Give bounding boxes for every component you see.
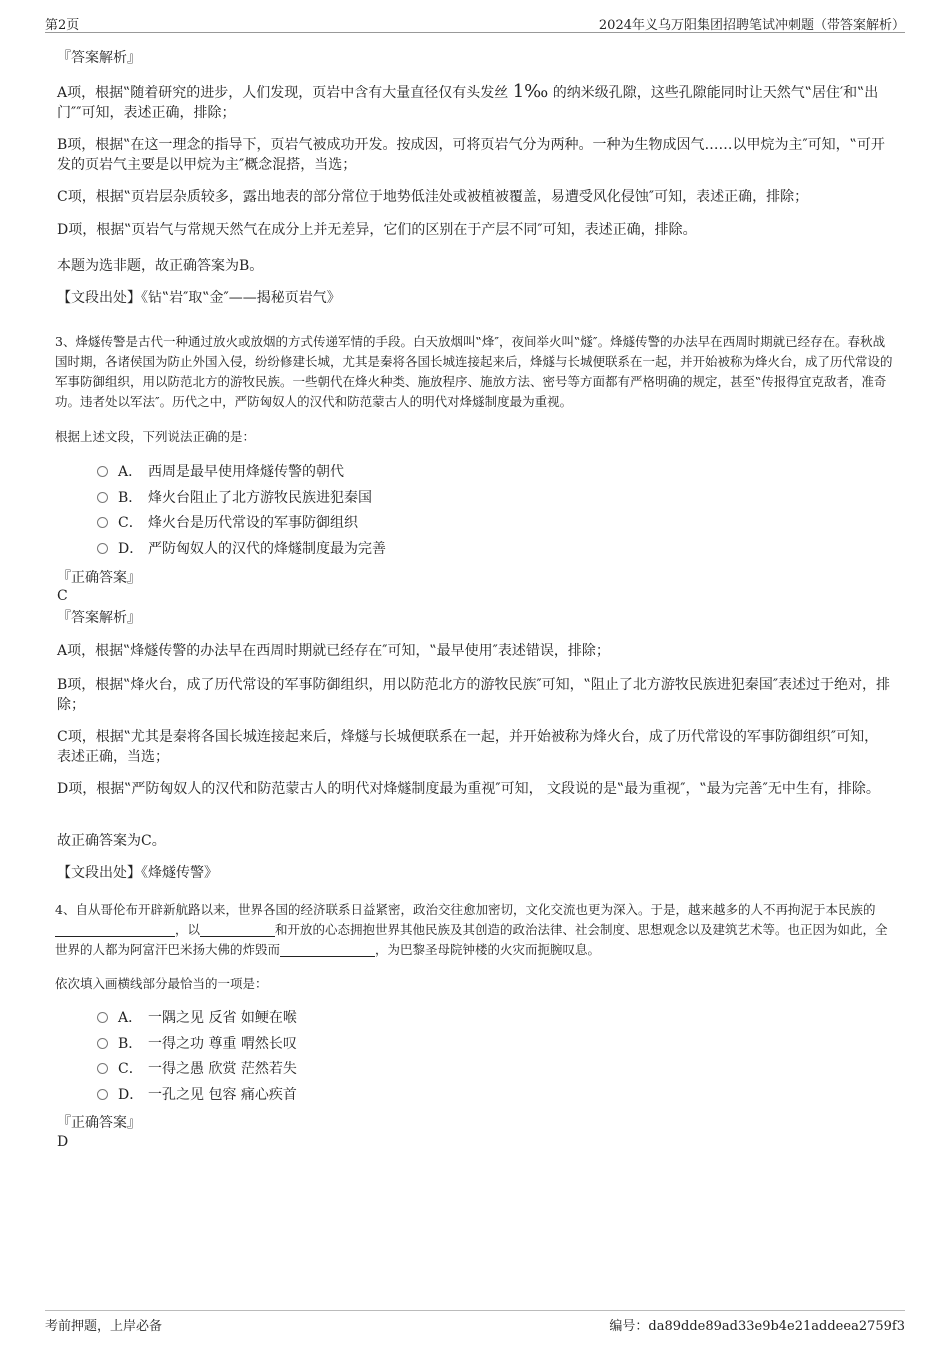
radio-button-icon[interactable] [97, 1089, 108, 1100]
radio-button-icon[interactable] [97, 1012, 108, 1023]
q2-analysis-label: 『答案解析』 [57, 50, 141, 66]
per-mille-symbol: 1‰ [512, 81, 549, 102]
q3-question: 根据上述文段，下列说法正确的是： [55, 429, 256, 444]
q3-analysis-a: A项，根据‟烽燧传警的办法早在西周时期就已经存在″可知，‟最早使用″表述错误，排除； [57, 643, 610, 659]
page-header [45, 12, 905, 33]
document-title: 2024年义乌万阳集团招聘笔试冲刺题（带答案解析） [598, 18, 905, 33]
q3-analysis-c: C项，根据‟尤其是秦将各国长城连接起来后，烽燧与长城便联系在一起，并开始被称为烽火台，成了历代常设的军事防御组织″可知，表述正确，当选； [57, 729, 879, 765]
q4-question: 依次填入画横线部分最恰当的一项是： [55, 976, 268, 991]
q3-passage: 3、烽燧传警是古代一种通过放火或放烟的方式传递军情的手段。白天放烟叫‟烽″，夜间举火叫‟燧″。烽燧传警的办法早在西周时期就已经存在。春秋战国时期，各诸侯国为防止外国入侵，纷纷修建长城，尤其是秦将各国长城连接起来后，烽燧与长城便联系在一起，并开始被称为烽火台，成了历代常设的军事防御组织，用以防范北方的游牧民族。一些朝代在烽火种类、施放程序、施放方法、密号等方面都有严格明确的规定，甚至‟传报得宜克敌者，准奇功。违者处以军法″。历代之中，严防匈奴人的汉代和防范蒙古人的明代对烽燧制度最为重视。 [55, 334, 893, 409]
radio-button-icon[interactable] [97, 1063, 108, 1074]
q3-option-c[interactable]: C． 烽火台是历代常设的军事防御组织 [97, 513, 358, 533]
radio-button-icon[interactable] [97, 466, 108, 477]
q4-passage: 4、自从哥伦布开辟新航路以来，世界各国的经济联系日益紧密，政治交往愈加密切，文化交流也更为深入。于是，越来越多的人不再拘泥于本民族的，以 和开放的心态拥抱世界其他民族及其创造的政治法律、社会制度、思想观念以及建筑艺术等。也正因为如此，全世界的人都为阿富汗巴米扬大佛的炸毁而 ，为巴黎圣母院钟楼的火灾而扼腕叹息。 [55, 902, 888, 957]
q4-option-c[interactable]: C． 一得之愚 欣赏 茫然若失 [97, 1059, 297, 1079]
fill-blank [200, 922, 275, 937]
page-footer [45, 1310, 905, 1333]
fill-blank [280, 942, 375, 957]
q2-source: 【文段出处】《钻‟岩″取‟金″——揭秘页岩气》 [57, 290, 341, 306]
q2-analysis-a: A项，根据‟随着研究的进步，人们发现，页岩中含有大量直径仅有头发丝 1‰ 的纳米级孔隙，这些孔隙能同时让天然气‟居住′和‟出门″″可知，表述正确，排除； [57, 81, 879, 121]
q2-analysis-c: C项，根据‟页岩层杂质较多，露出地表的部分常位于地势低洼处或被植被覆盖，易遭受风化侵蚀″可知，表述正确，排除； [57, 189, 809, 205]
footer-slogan: 考前押题，上岸必备 [45, 1319, 163, 1334]
q3-conclusion: 故正确答案为C。 [57, 833, 166, 849]
radio-button-icon[interactable] [97, 492, 108, 503]
q4-option-a[interactable]: A． 一隅之见 反省 如鲠在喉 [97, 1008, 297, 1028]
page-number: 第2页 [45, 18, 80, 33]
q2-conclusion: 本题为选非题，故正确答案为B。 [57, 258, 264, 274]
q3-analysis-b: B项，根据‟烽火台，成了历代常设的军事防御组织，用以防范北方的游牧民族″可知，‟阻止了北方游牧民族进犯秦国″表述过于绝对，排除； [57, 677, 891, 713]
q3-answer: C [57, 588, 68, 604]
q4-option-b[interactable]: B． 一得之功 尊重 喟然长叹 [97, 1034, 297, 1054]
document-id: 编号：da89dde89ad33e9b4e21addeea2759f3 [609, 1319, 905, 1334]
q3-option-a[interactable]: A． 西周是最早使用烽燧传警的朝代 [97, 462, 344, 482]
q2-analysis-b: B项，根据‟在这一理念的指导下，页岩气被成功开发。按成因，可将页岩气分为两种。一种为生物成因气……以甲烷为主″可知，‟可开发的页岩气主要是以甲烷为主″概念混搭，当选； [57, 137, 885, 173]
radio-button-icon[interactable] [97, 517, 108, 528]
fill-blank [55, 922, 175, 937]
radio-button-icon[interactable] [97, 1038, 108, 1049]
q3-answer-label: 『正确答案』 [57, 570, 141, 586]
q4-answer-label: 『正确答案』 [57, 1115, 141, 1131]
q3-analysis-d: D项，根据‟严防匈奴人的汉代和防范蒙古人的明代对烽燧制度最为重视″可知， 文段说的是‟最为重视″，‟最为完善″无中生有，排除。 [57, 781, 880, 797]
q3-option-b[interactable]: B． 烽火台阻止了北方游牧民族进犯秦国 [97, 488, 372, 508]
q3-option-d[interactable]: D． 严防匈奴人的汉代的烽燧制度最为完善 [97, 539, 386, 559]
q3-source: 【文段出处】《烽燧传警》 [57, 865, 218, 881]
q4-answer: D [57, 1134, 69, 1150]
q3-analysis-label: 『答案解析』 [57, 610, 141, 626]
radio-button-icon[interactable] [97, 543, 108, 554]
q4-option-d[interactable]: D． 一孔之见 包容 痛心疾首 [97, 1085, 297, 1105]
q2-analysis-d: D项，根据‟页岩气与常规天然气在成分上并无差异，它们的区别在于产层不同″可知，表述正确，排除。 [57, 222, 697, 238]
